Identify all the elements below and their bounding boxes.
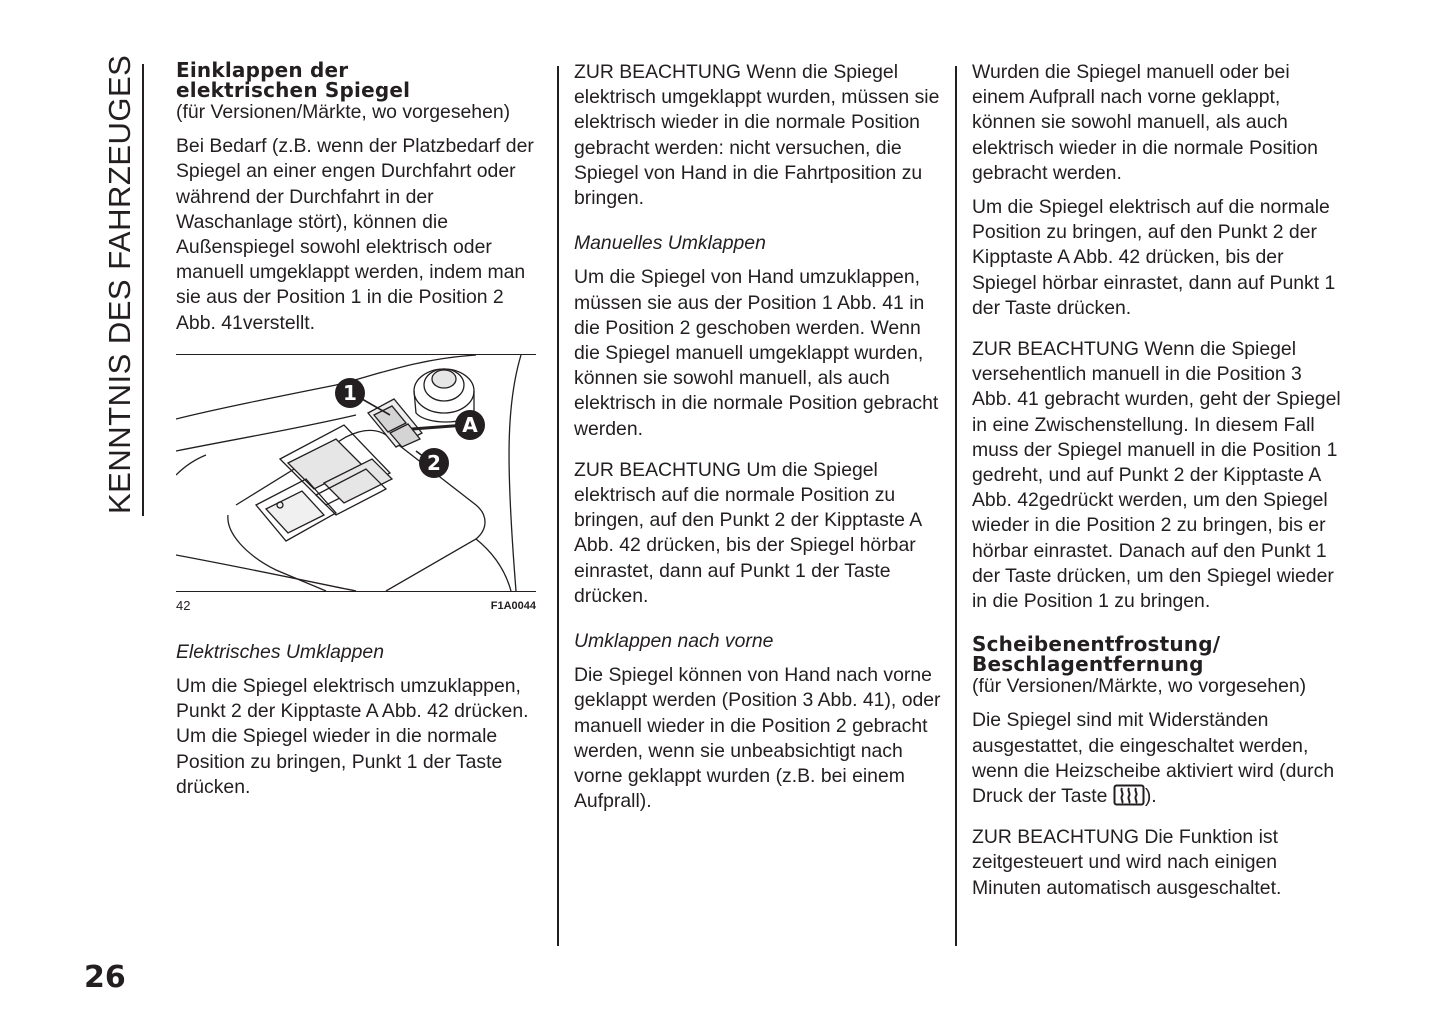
figure-code: F1A0044 (490, 599, 536, 612)
manual-folding-text: Um die Spiegel von Hand umzuklappen, müssen sie aus der Position 1 Abb. 41 in die Position 2 geschoben werden. Wenn die Spiegel manuell umgeklappt wurden, können sie sowohl manuell, als auch elektrisch in die normale Position gebracht werden. (574, 266, 939, 440)
note-intermediate-position: ZUR BEACHTUNG Wenn die Spiegel versehentlich manuell in die Position 3 Abb. 41 gebracht wurden, geht der Spiegel in eine Zwischenstellung. In diesem Fall muss der Spiegel manuell in die Position 1 gedreht, und auf Punkt 2 der Kipptaste A Abb. 42gedrückt werden, um den Spiegel wieder in die Position 2 zu bringen, bis er hörbar einrastet. Danach auf den Punkt 1 der Taste drücken, um den Spiegel wieder in die Position 1 zu bringen. (972, 338, 1341, 613)
section-title-rule (142, 64, 144, 516)
callout-1 (335, 378, 365, 408)
heading-line-2: elektrischen Spiegel (176, 78, 411, 102)
callout-2 (419, 448, 449, 478)
electric-folding-title: Elektrisches Umklappen (176, 640, 384, 663)
column-divider-2 (955, 66, 957, 946)
callout-1-label: 1 (343, 380, 357, 405)
note-electric-return: ZUR BEACHTUNG Wenn die Spiegel elektrisch umgeklappt wurden, müssen sie elektrisch wieder in die normale Position gebracht werden: nicht versuchen, die Spiegel von Hand in die Fahrtposition zu bringen. (574, 61, 940, 210)
forward-folding-text: Die Spiegel können von Hand nach vorne geklappt werden (Position 3 Abb. 41), oder manuell wieder in die Position 2 gebracht werden, wenn sie unbeabsichtigt nach vorne geklappt wurden (z.B. bei einem Aufprall). (574, 664, 941, 813)
defrost-paragraph (972, 708, 1344, 809)
rear-defrost-icon (1113, 784, 1145, 806)
defrost-subtitle: (für Versionen/Märkte, wo vorgesehen) (972, 675, 1307, 698)
callout-a (455, 410, 485, 440)
figure-caption (176, 592, 536, 614)
figure-number: 42 (176, 597, 191, 613)
manual-return-paragraph: Wurden die Spiegel manuell oder bei einem Aufprall nach vorne geklappt, können sie sowohl manuell, als auch elektrisch wieder in die normale Position gebracht werden. (972, 61, 1318, 184)
intro-paragraph: Bei Bedarf (z.B. wenn der Platzbedarf der Spiegel an einer engen Durchfahrt oder während der Durchfahrt in der Waschanlage stört), können die Außenspiegel sowohl elektrisch oder manuell umgeklappt werden, indem man sie aus der Position 1 in die Position 2 Abb. 41verstellt. (176, 135, 534, 334)
mirror-switch-illustration (176, 355, 536, 591)
heading-mirror-folding (176, 60, 546, 100)
defrost-text-after: ). (1144, 785, 1157, 808)
column-1 (176, 60, 546, 809)
column-divider-1 (557, 66, 559, 946)
page-number: 26 (84, 960, 126, 995)
heading-defrost (972, 632, 1344, 677)
manual-folding-title: Manuelles Umklappen (574, 232, 766, 255)
electric-return-paragraph: Um die Spiegel elektrisch auf die normale Position zu bringen, auf den Punkt 2 der Kipptaste A Abb. 42 drücken, bis der Spiegel hörbar einrastet, dann auf Punkt 1 der Taste drücken. (972, 196, 1336, 319)
heading-subtitle: (für Versionen/Märkte, wo vorgesehen) (176, 101, 511, 123)
forward-folding-title: Umklappen nach vorne (574, 630, 774, 653)
section-title-vertical: KENNTNIS DES FAHRZEUGES (102, 54, 137, 514)
defrost-heading-line-2: Beschlagentfernung (972, 652, 1204, 677)
callout-a-label: A (462, 412, 478, 437)
electric-folding-text: Um die Spiegel elektrisch umzuklappen, Punkt 2 der Kipptaste A Abb. 42 drücken. Um die Spiegel wieder in die normale Position zu bringen, Punkt 1 der Taste drücken. (176, 675, 529, 798)
defrost-text-before: Die Spiegel sind mit Widerständen ausgestattet, die eingeschaltet werden, wenn die Heizscheibe aktiviert wird (durch Druck der Taste (972, 709, 1335, 808)
callout-2-label: 2 (427, 450, 441, 475)
defrost-heading-line-1: Scheibenentfrostung/ (972, 632, 1221, 657)
heading-line-1: Einklappen der (176, 58, 349, 82)
column-3 (972, 60, 1344, 910)
column-2 (574, 60, 946, 823)
note-timer: ZUR BEACHTUNG Die Funktion ist zeitgesteuert und wird nach einigen Minuten automatisch ausgeschaltet. (972, 826, 1282, 899)
note-electric-normal: ZUR BEACHTUNG Um die Spiegel elektrisch auf die normale Position zu bringen, auf den Punkt 2 der Kipptaste A Abb. 42 drücken, bis der Spiegel hörbar einrastet, dann auf Punkt 1 der Taste drücken. (574, 458, 922, 607)
figure-42 (176, 354, 536, 614)
